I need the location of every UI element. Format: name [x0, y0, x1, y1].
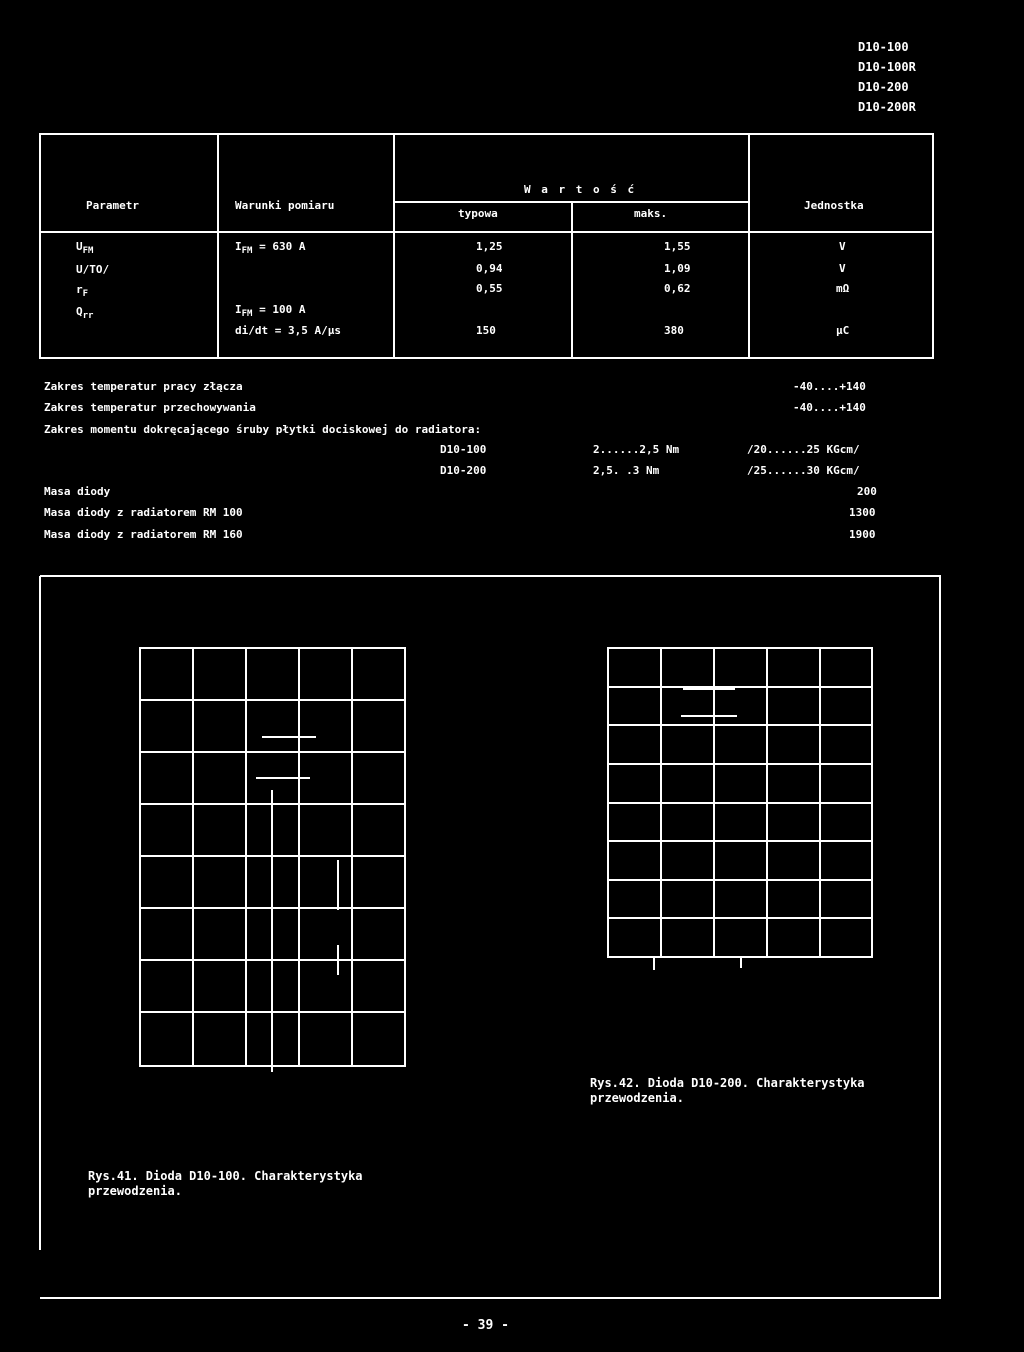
spec-value: 2,5. .3 Nm: [593, 464, 660, 477]
spec-value: 1900: [849, 528, 876, 541]
model-item: D10-200R: [858, 100, 916, 114]
spec-value: 2......2,5 Nm: [593, 443, 680, 456]
spec-label: Masa diody: [44, 485, 111, 498]
header-values: W a r t o ś ć: [524, 183, 637, 196]
row-param: $r_F$: [76, 283, 89, 300]
spec-sublabel: D10-100: [440, 443, 487, 456]
spec-label: Zakres temperatur przechowywania: [44, 401, 256, 414]
row-unit: V: [839, 262, 846, 275]
row-max: 0,62: [664, 282, 691, 295]
row-typ: 0,55: [476, 282, 503, 295]
page-number: - 39 -: [462, 1318, 509, 1333]
fig41-grid: [140, 648, 405, 1072]
row-param: U/TO/: [76, 263, 110, 276]
spec-value: 200: [857, 485, 877, 498]
row-typ: 1,25: [476, 240, 503, 253]
row-max: 1,55: [664, 240, 691, 253]
row-max: 1,09: [664, 262, 691, 275]
figure-caption-42: Rys.42. Dioda D10-200. Charakterystyka przewodzenia.: [590, 1076, 865, 1105]
header-parameter: Parametr: [86, 199, 139, 212]
model-item: D10-100R: [858, 60, 916, 74]
figure-caption-41: Rys.41. Dioda D10-100. Charakterystyka przewodzenia.: [88, 1169, 363, 1198]
row-param: $Q_{rr}$: [76, 305, 94, 322]
spec-label: Masa diody z radiatorem RM 100: [44, 506, 243, 519]
header-conditions: Warunki pomiaru: [235, 199, 335, 212]
row-typ: 150: [476, 324, 496, 337]
row-param: $U_{FM}$: [76, 240, 94, 257]
spec-value: 1300: [849, 506, 876, 519]
row-unit: μC: [836, 324, 850, 337]
header-typical: typowa: [458, 207, 498, 220]
header-unit: Jednostka: [804, 199, 864, 212]
model-item: D10-100: [858, 40, 909, 54]
fig42-grid: [608, 648, 872, 970]
row-cond: $I_{FM} = 630$ A: [235, 240, 306, 257]
row-max: 380: [664, 324, 684, 337]
spec-extra: /25......30 KGcm/: [747, 464, 860, 477]
spec-value: -40....+140: [793, 401, 866, 414]
spec-label: Zakres temperatur pracy złącza: [44, 380, 243, 393]
spec-label: Zakres momentu dokręcającego śruby płytki dociskowej do radiatora:: [44, 423, 482, 436]
spec-sublabel: D10-200: [440, 464, 487, 477]
row-typ: 0,94: [476, 262, 503, 275]
header-max: maks.: [634, 207, 668, 220]
row-unit: V: [839, 240, 846, 253]
spec-label: Masa diody z radiatorem RM 160: [44, 528, 243, 541]
row-cond: di/dt = 3,5 A/μs: [235, 324, 341, 337]
row-unit: mΩ: [836, 282, 850, 295]
model-item: D10-200: [858, 80, 909, 94]
spec-extra: /20......25 KGcm/: [747, 443, 860, 456]
row-cond: $I_{FM} = 100$ A: [235, 303, 306, 320]
spec-value: -40....+140: [793, 380, 866, 393]
